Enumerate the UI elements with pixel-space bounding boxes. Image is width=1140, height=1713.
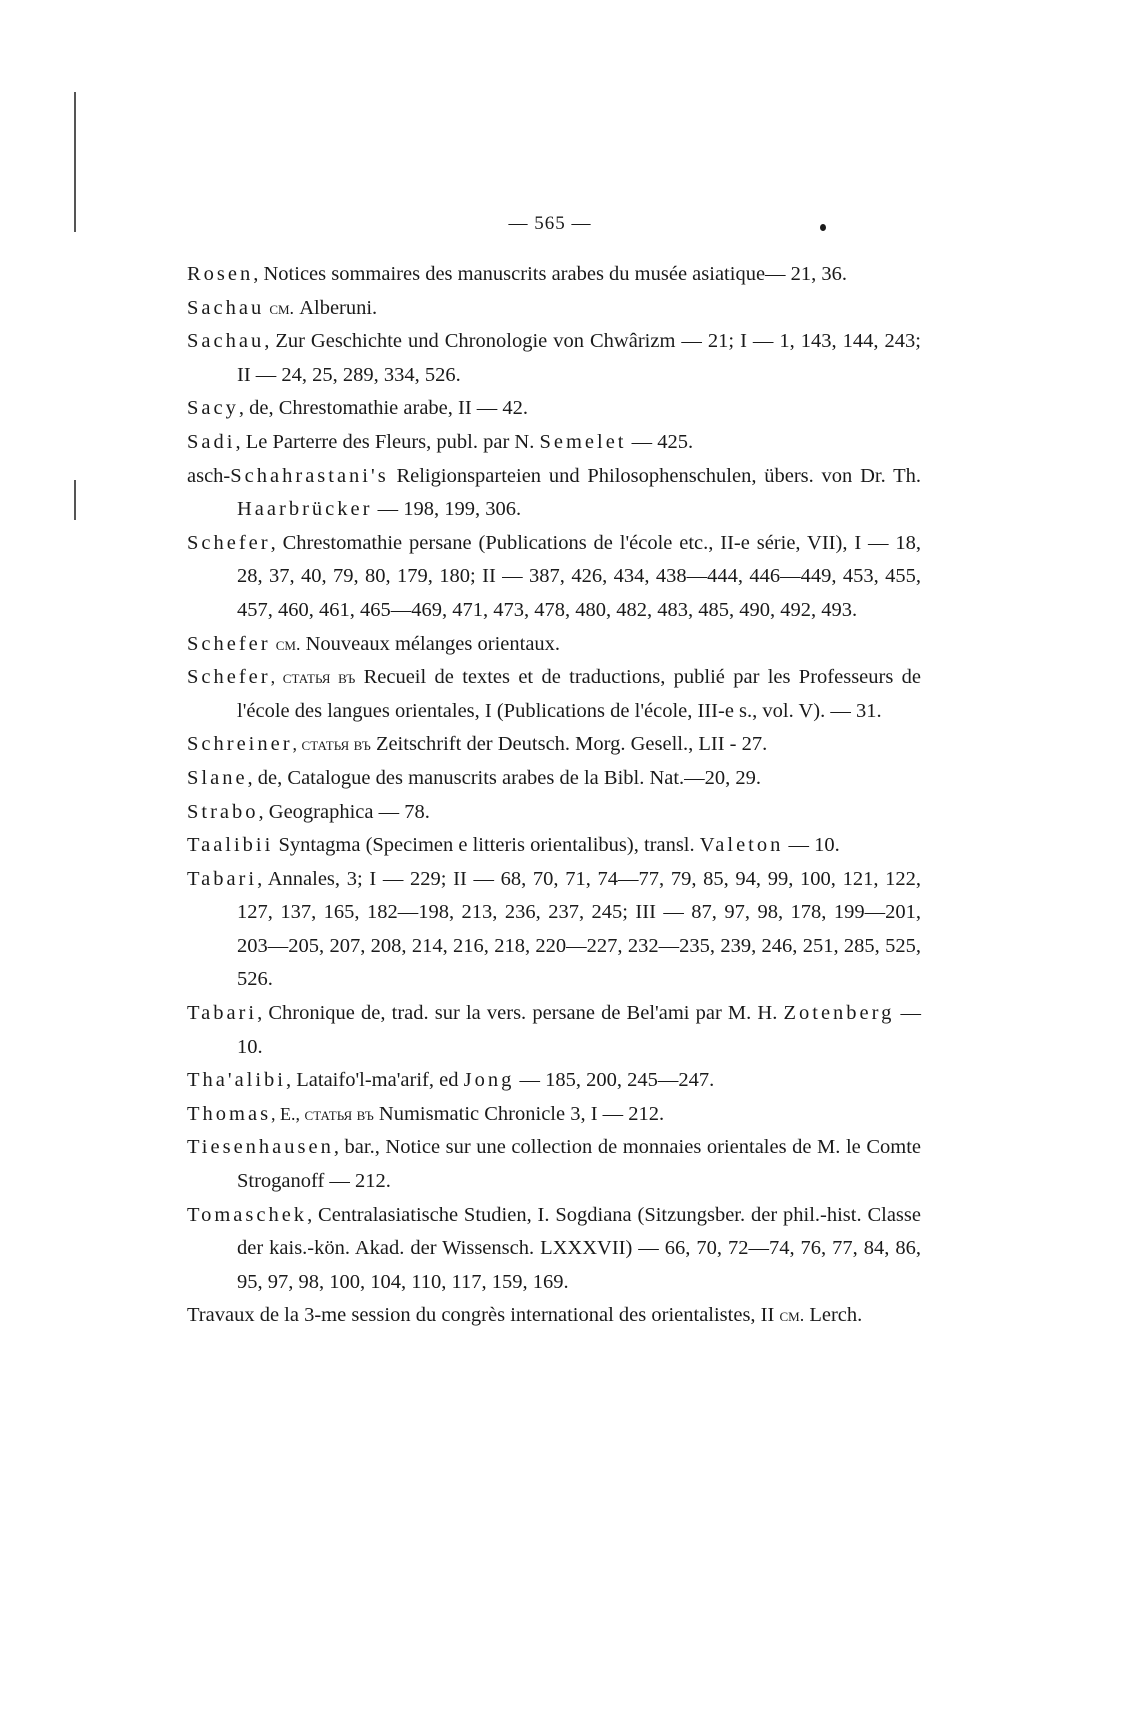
index-entry: [187, 796, 921, 830]
page-edge-mark: [74, 92, 76, 232]
page-number: — 565 —: [508, 213, 592, 234]
entry-pages: — 198, 199, 306.: [372, 498, 522, 521]
entry-title: Travaux: [187, 1304, 255, 1327]
entry-text: , de, Chrestomathie arabe, II — 42.: [238, 397, 529, 420]
entry-author: Schefer: [187, 531, 271, 554]
entry-text: , de, Catalogue des manuscrits arabes de la Bibl. Nat.—20, 29.: [247, 766, 762, 789]
entry-author: Taalibii: [187, 834, 274, 857]
entry-editor: Semelet: [539, 430, 627, 453]
entry-text: , Zur Geschichte und Chronologie von Chwârizm — 21; I — 1, 143, 144, 243; II — 24, 25, 289, 334, 526.: [237, 330, 921, 386]
index-entry: [187, 258, 921, 292]
entry-text: , Le Parterre des Fleurs, publ. par N.: [235, 430, 540, 453]
entry-author: Schefer: [187, 666, 271, 689]
cross-reference: см.: [779, 1305, 805, 1326]
index-entry: [187, 1199, 921, 1300]
entry-text: , Annales, 3; I — 229; II — 68, 70, 71, 74—77, 79, 85, 94, 99, 100, 121, 122, 127, 137, 165, 182—198, 213, 236, 237, 245; III — 87, 97, 98, 178, 199—201, 203—205, 207, 208, 214, 216, 218, 220—227, 232—235, 239, 246, 251, 285, 525, 526.: [237, 867, 921, 991]
cross-reference: см.: [275, 633, 301, 654]
entry-author: Tha'alibi: [187, 1069, 287, 1092]
entry-editor: Jong: [463, 1069, 515, 1092]
entry-author: Tabari: [187, 1002, 258, 1025]
index-entry: [187, 426, 921, 460]
index-entry: [187, 829, 921, 863]
ink-dot: [820, 224, 826, 231]
index-entries: [187, 258, 921, 1333]
entry-editor: Valeton: [699, 834, 784, 857]
entry-text: , bar., Notice sur une collection de monnaies orientales de M. le Comte Stroganoff — 212.: [237, 1136, 921, 1193]
entry-editor: Haarbrücker: [237, 498, 373, 521]
index-entry: [187, 1064, 921, 1098]
entry-text: de la 3-me session du congrès international des orientalistes, II: [254, 1304, 780, 1327]
article-in: , статья въ: [270, 667, 356, 688]
entry-text: , Chronique de, trad. sur la vers. persane de Bel'ami par M. H.: [257, 1002, 784, 1025]
entry-pages: — 10.: [783, 834, 840, 857]
index-entry: [187, 1299, 921, 1333]
entry-editor: Zotenberg: [783, 1002, 895, 1025]
entry-pages: — 185, 200, 245—247.: [514, 1069, 715, 1092]
entry-author: Sachau: [187, 296, 265, 319]
index-entry: [187, 292, 921, 326]
entry-text: Zeitschrift der Deutsch. Morg. Gesell., LII - 27.: [370, 733, 768, 756]
article-in: , статья въ: [292, 734, 371, 755]
entry-pages: — 425.: [626, 430, 694, 453]
entry-text: Numismatic Chronicle 3, I — 212.: [373, 1102, 665, 1125]
index-entry: [187, 460, 921, 527]
index-entry: [187, 527, 921, 628]
entry-author: Schreiner: [187, 733, 293, 756]
entry-author: Schefer: [187, 632, 271, 655]
article-in: , E., статья въ: [271, 1103, 374, 1124]
entry-text: Recueil de textes et de traductions, publié par les Professeurs de l'école des langues orientales, I (Publications de l'école, III-e s., vol. V). — 31.: [237, 666, 921, 722]
entry-text: , Chrestomathie persane (Publications de l'école etc., II-e série, VII), I — 18, 28, 37, 40, 79, 80, 179, 180; II — 387, 426, 434, 438—444, 446—449, 453, 455, 457, 460, 461, 465—469, 471, 473, 478, 480, 482, 483, 485, 490, 492, 493.: [237, 531, 921, 621]
entry-author: Thomas: [187, 1102, 272, 1125]
entry-text: , Geographica — 78.: [258, 800, 430, 823]
index-entry: [187, 628, 921, 662]
entry-author: Tiesenhausen: [187, 1136, 334, 1159]
index-entry: [187, 661, 921, 728]
index-entry: [187, 1131, 921, 1198]
index-entry: [187, 762, 921, 796]
entry-text: , Lataifo'l-ma'arif, ed: [286, 1069, 464, 1092]
entry-pages: — 10.: [237, 1002, 922, 1058]
entry-author: Sadi: [187, 430, 236, 453]
index-entry: [187, 325, 921, 392]
entry-prefix: asch-: [187, 464, 231, 487]
entry-text: , Notices sommaires des manuscrits arabes du musée asiatique— 21, 36.: [253, 263, 848, 285]
entry-text: Lerch.: [804, 1304, 863, 1327]
index-entry: [187, 392, 921, 426]
entry-text: Nouveaux mélanges orientaux.: [300, 632, 561, 655]
entry-text: , Centralasiatische Studien, I. Sogdiana (Sitzungsber. der phil.-hist. Classe der kais.-kön. Akad. der Wissensch. LXXXVII) — 66, 70, 72—74, 76, 77, 84, 86, 95, 97, 98, 100, 104, 110, 117, 159, 169.: [237, 1203, 921, 1293]
entry-text: Alberuni.: [294, 296, 378, 319]
entry-author: Sacy: [187, 397, 239, 420]
index-entry: [187, 997, 921, 1064]
entry-author: Slane: [187, 766, 248, 789]
entry-author: Sachau: [187, 330, 265, 353]
entry-author: Tomaschek: [187, 1203, 308, 1226]
entry-text: Syntagma (Specimen e litteris orientalibus), transl.: [273, 834, 700, 857]
index-entry: [187, 728, 921, 762]
page-edge-mark: [74, 480, 76, 520]
index-entry: [187, 1098, 921, 1132]
entry-author: Schahrastani's: [230, 464, 389, 487]
cross-reference: см.: [269, 297, 295, 318]
entry-author: Rosen: [187, 263, 254, 285]
entry-text: Religionsparteien und Philosophenschulen, übers. von Dr. Th.: [388, 464, 921, 487]
index-entry: [187, 863, 921, 997]
entry-author: Strabo: [187, 800, 259, 823]
entry-author: Tabari: [187, 867, 258, 890]
